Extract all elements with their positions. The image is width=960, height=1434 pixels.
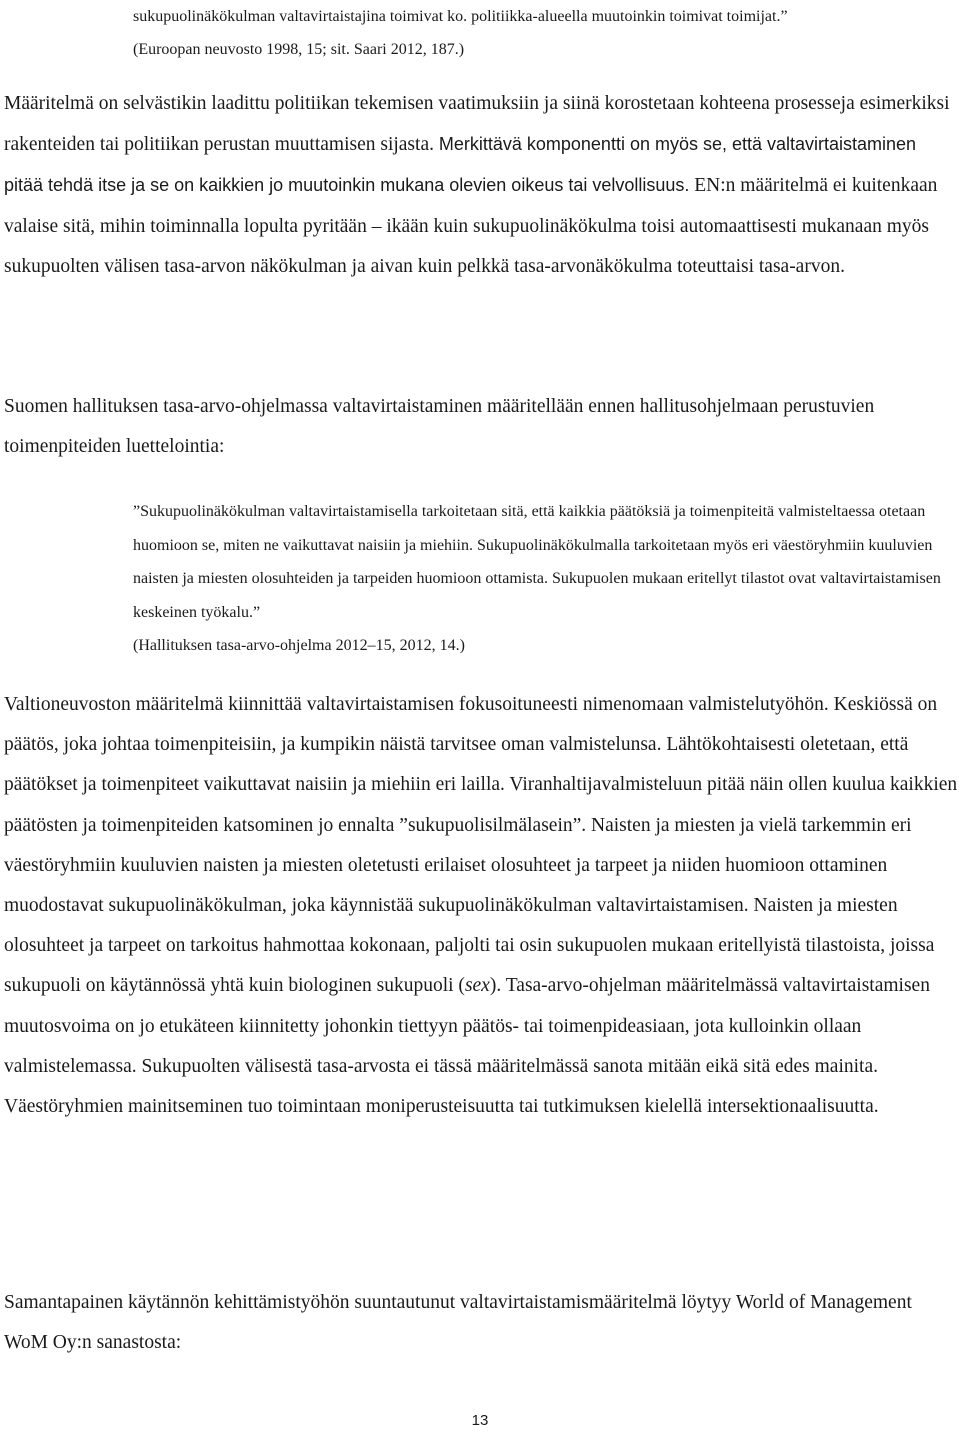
paragraph-3-before-italic: Valtioneuvoston määritelmä kiinnittää valtavirtaistamisen fokusoituneesti nimenomaan valmistelutyöhön. Keskiössä on päätös, joka johtaa toimenpiteisiin, ja kumpikin näistä tarvitsee oman valmistelunsa. Lähtökohtaisesti oletetaan, että päätökset ja toimenpiteet vaikuttavat naisiin ja miehiin eri lailla. Viranhaltijavalmisteluun pitää näin ollen kuulua kaikkien päätösten ja toimenpiteiden katsominen jo ennalta ”sukupuolisilmälasein”. Naisten ja miesten ja vielä tarkemmin eri väestöryhmiin kuuluvien naisten ja miesten oletetusti erilaiset olosuhteet ja tarpeet ja niiden huomioon ottaminen muodostavat sukupuolinäkökulman, joka käynnistää sukupuolinäkökulman valtavirtaistamisen. Naisten ja miesten olosuhteet ja tarpeet on tarkoitus hahmottaa kokonaan, paljolti tai osin sukupuolen mukaan eritellyistä tilastoista, joissa sukupuoli on käytännössä yhtä kuin biologinen sukupuoli ( — [4, 694, 958, 997]
block-quote-text: ”Sukupuolinäkökulman valtavirtaistamisella tarkoitetaan sitä, että kaikkia päätöksiä ja toimenpiteitä valmisteltaessa otetaan huomioon se, miten ne vaikuttavat naisiin ja miehiin. Sukupuolinäkökulmalla tarkoitetaan myös eri väestöryhmiin kuuluvien naisten ja miesten olosuhteiden ja tarpeiden huomioon ottamista. Sukupuolen mukaan eritellyt tilastot ovat valtavirtaistamisen keskeinen työkalu.” — [133, 503, 941, 621]
paragraph-3-after-italic: ). Tasa-arvo-ohjelman määritelmässä valtavirtaistamisen muutosvoima on jo etukäteen kiinnitetty johonkin tiettyyn päätös- tai toimenpideasiaan, jota kulloinkin ollaan valmistelemassa. Sukupuolten välisestä tasa-arvosta ei tässä määritelmässä sanota mitään eikä sitä edes mainita. Väestöryhmien mainitseminen tuo toimintaan moniperusteisuutta tai tutkimuksen kielellä intersektionaalisuutta. — [4, 975, 930, 1118]
top-quote-continuation — [133, 0, 948, 66]
paragraph-1-part-1: Määritelmä on selvästikin laadittu politiikan tekemisen vaatimuksiin ja siinä korostetaan kohteena prosesseja esimerkiksi rakenteiden tai politiikan perustan muuttamisen sijasta. — [4, 93, 950, 156]
top-quote-citation: (Euroopan neuvosto 1998, 15; sit. Saari 2012, 187.) — [133, 41, 465, 58]
paragraph-1-part-2: Merkittävä komponentti on myös se, että valtavirtaistaminen pitää tehdä itse ja se on kaikkien jo muutoinkin mukana olevien oikeus tai velvollisuus. — [4, 134, 917, 196]
paragraph-definition-analysis — [4, 84, 958, 287]
block-quote-citation: (Hallituksen tasa-arvo-ohjelma 2012–15, 2012, 14.) — [133, 637, 465, 654]
block-quote — [133, 495, 948, 663]
paragraph-1-part-3: EN:n määritelmä ei kuitenkaan valaise sitä, mihin toiminnalla lopulta pyritään – ikään kuin sukupuolinäkökulma toisi automaattisesti mukanaan myös sukupuolten välisen tasa-arvon näkökulman ja aivan kuin pelkkä tasa-arvonäkökulma toteuttaisi tasa-arvon. — [4, 175, 938, 277]
paragraph-government-program: Suomen hallituksen tasa-arvo-ohjelmassa valtavirtaistaminen määritellään ennen hallitusohjelmaan perustuvien toimenpiteiden luettelointia: — [4, 396, 875, 458]
page-number: 13 — [471, 1412, 489, 1429]
paragraph-wom-definition: Samantapainen käytännön kehittämistyöhön suuntautunut valtavirtaistamismääritelmä löytyy World of Management WoM Oy:n sanastosta: — [4, 1292, 912, 1354]
top-quote-line: sukupuolinäkökulman valtavirtaistajina toimivat ko. politiikka-alueella muutoinkin toimivat toimijat.” — [133, 8, 788, 25]
paragraph-3-italic-term: sex — [464, 975, 490, 997]
paragraph-council-definition — [4, 685, 958, 1127]
